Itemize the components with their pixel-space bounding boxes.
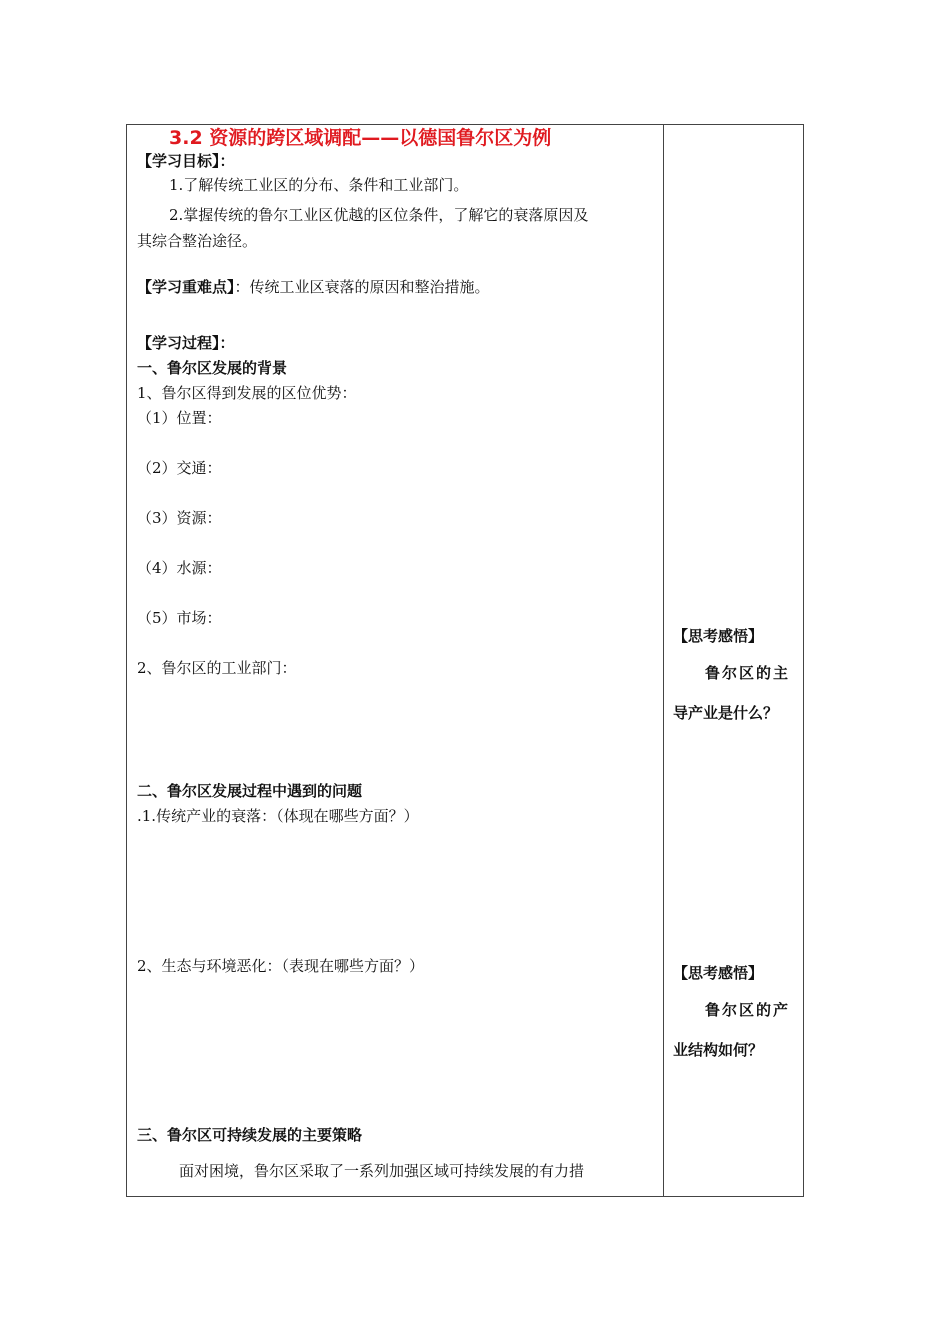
key-points: [137, 278, 490, 296]
section-1-question-2: 2、鲁尔区的工业部门：: [137, 659, 297, 677]
reflection-2-line-2: 业结构如何？: [673, 1041, 764, 1059]
column-divider: [663, 125, 664, 1196]
page-title: 3.2 资源的跨区域调配——以德国鲁尔区为例: [169, 127, 552, 149]
section-3-heading: 三、鲁尔区可持续发展的主要策略: [137, 1126, 363, 1144]
advantage-water: （4）水源：: [137, 559, 222, 577]
advantage-transport: （2）交通：: [137, 459, 222, 477]
advantage-resources: （3）资源：: [137, 509, 222, 527]
advantage-market: （5）市场：: [137, 609, 222, 627]
reflection-1-line-1: 鲁尔区的主: [705, 664, 791, 682]
goal-item-2-line-2: 其综合整治途径。: [137, 232, 258, 250]
section-2-heading: 二、鲁尔区发展过程中遇到的问题: [137, 782, 363, 800]
advantage-location: （1）位置：: [137, 409, 222, 427]
key-points-heading: 【学习重难点】: [137, 278, 235, 296]
section-1-question-1: 1、鲁尔区得到发展的区位优势：: [137, 384, 357, 402]
key-points-text: ：传统工业区衰落的原因和整治措施。: [234, 278, 490, 296]
section-2-question-1: .1.传统产业的衰落：（体现在哪些方面？）: [137, 807, 419, 825]
goal-item-2-line-1: 2.掌握传统的鲁尔工业区优越的区位条件，了解它的衰落原因及: [169, 206, 589, 224]
section-1-heading: 一、鲁尔区发展的背景: [137, 359, 288, 377]
goal-item-1: 1.了解传统工业区的分布、条件和工业部门。: [169, 176, 469, 194]
reflection-1-heading: 【思考感悟】: [673, 627, 764, 645]
section-2-question-2: 2、生态与环境恶化：（表现在哪些方面？）: [137, 957, 425, 975]
reflection-1-line-2: 导产业是什么？: [673, 704, 779, 722]
reflection-2-line-1: 鲁尔区的产: [705, 1001, 791, 1019]
worksheet-table: [126, 124, 804, 1197]
process-heading: 【学习过程】：: [137, 334, 235, 352]
section-3-text: 面对困境，鲁尔区采取了一系列加强区域可持续发展的有力措: [179, 1162, 585, 1180]
reflection-2-heading: 【思考感悟】: [673, 964, 764, 982]
goals-heading: 【学习目标】：: [137, 152, 235, 170]
